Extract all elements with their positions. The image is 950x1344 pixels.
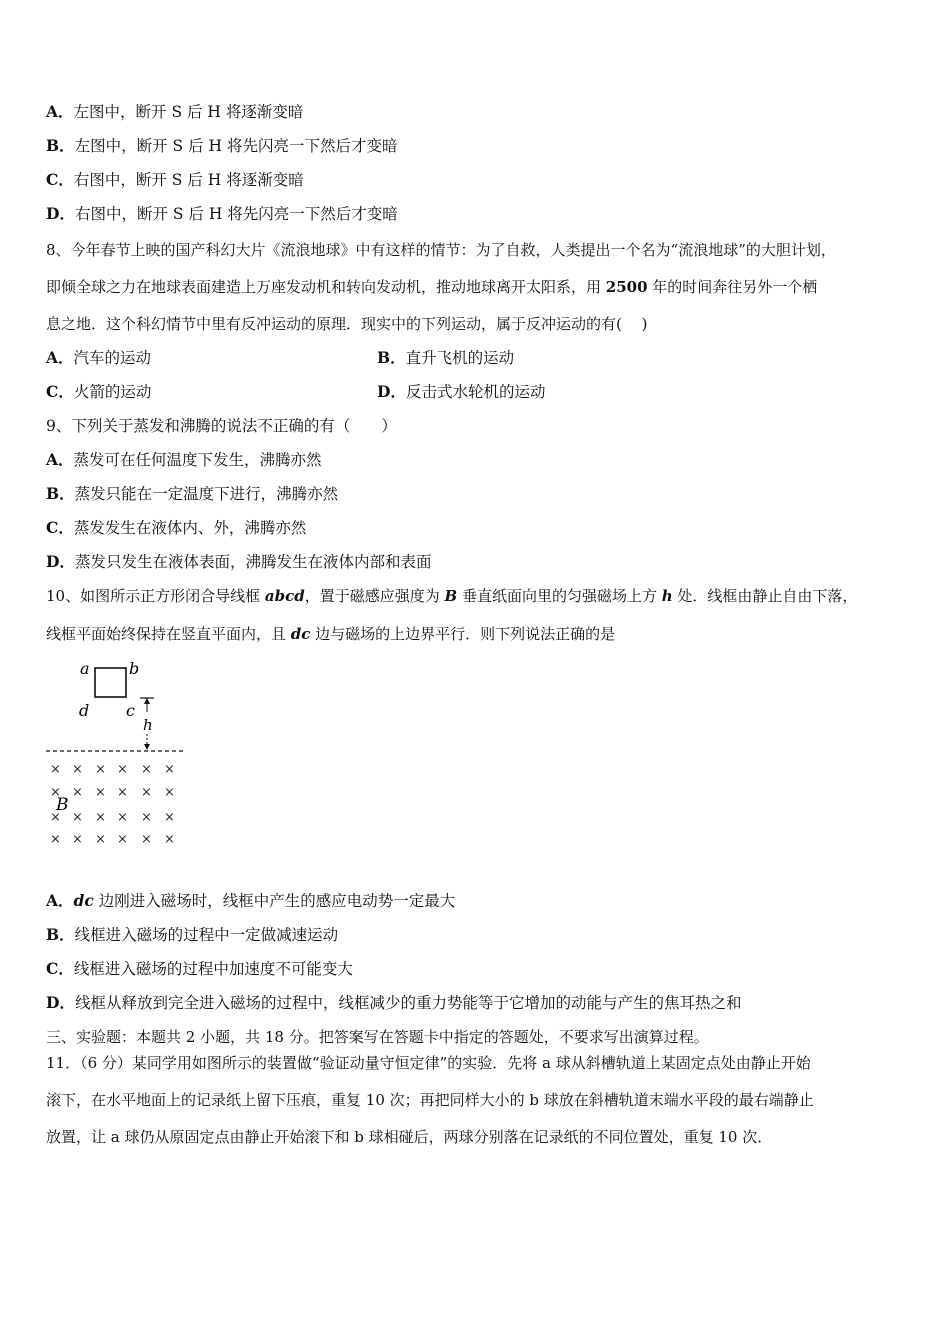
- option-label: C．: [46, 170, 74, 189]
- cross-mark: ×: [50, 810, 61, 825]
- cross-mark: ×: [72, 762, 83, 777]
- q9-option-a: [46, 450, 322, 470]
- option-text: 线框进入磁场的过程中加速度不可能变大: [73, 960, 353, 978]
- q8-option-c: [46, 382, 151, 402]
- option-label: A．: [46, 891, 74, 910]
- var-h: h: [661, 587, 673, 605]
- option-text: 反击式水轮机的运动: [405, 383, 546, 401]
- option-text: 左图中，断开 S 后 H 将先闪亮一下然后才变暗: [74, 137, 398, 155]
- option-label: A．: [46, 450, 74, 469]
- q8-option-a: [46, 348, 151, 368]
- q10-stem-line1: [46, 586, 857, 606]
- option-label: D．: [377, 382, 406, 401]
- option-text: 边刚进入磁场时，线框中产生的感应电动势一定最大: [93, 892, 456, 910]
- option-text: 直升飞机的运动: [405, 349, 515, 367]
- label-B: B: [56, 795, 69, 815]
- cross-mark: ×: [95, 785, 106, 800]
- option-label: B．: [46, 484, 75, 503]
- option-text: 蒸发只发生在液体表面，沸腾发生在液体内部和表面: [74, 553, 432, 571]
- option-text: 蒸发发生在液体内、外，沸腾亦然: [73, 519, 307, 537]
- q7-option-d: [46, 204, 398, 224]
- q10-stem-line2: [46, 624, 615, 644]
- h-arrow-up-icon: [144, 698, 150, 704]
- q8-stem-line1: 8、今年春节上映的国产科幻大片《流浪地球》中有这样的情节：为了自救，人类提出一个名为“流浪地球”的大胆计划，: [46, 241, 836, 259]
- option-text: 火箭的运动: [73, 383, 152, 401]
- text: ，置于磁感应强度为: [304, 587, 445, 605]
- option-text: 蒸发只能在一定温度下进行，沸腾亦然: [74, 485, 339, 503]
- cross-mark: ×: [141, 810, 152, 825]
- q7-option-a: [46, 102, 303, 122]
- text: 10、如图所示正方形闭合导线框: [46, 587, 265, 605]
- option-label: C．: [46, 518, 74, 537]
- cross-mark: ×: [164, 810, 175, 825]
- option-text: 蒸发可在任何温度下发生，沸腾亦然: [73, 451, 322, 469]
- q7-option-b: [46, 136, 397, 156]
- q11-line2: 滚下，在水平地面上的记录纸上留下压痕，重复 10 次；再把同样大小的 b 球放在斜槽轨道末端水平段的最右端静止: [46, 1091, 814, 1109]
- cross-mark: ×: [117, 762, 128, 777]
- option-text: 汽车的运动: [73, 349, 152, 367]
- year-number: 2500: [605, 278, 648, 296]
- var-B: B: [444, 587, 458, 605]
- cross-mark: ×: [117, 832, 128, 847]
- text: 年的时间奔往另外一个栖: [647, 278, 818, 296]
- cross-mark: ×: [117, 810, 128, 825]
- q9-stem: 9、下列关于蒸发和沸腾的说法不正确的有（ ）: [46, 417, 397, 435]
- cross-mark: ×: [141, 762, 152, 777]
- option-label: C．: [46, 959, 74, 978]
- option-label: C．: [46, 382, 74, 401]
- cross-mark: ×: [72, 810, 83, 825]
- q8-stem-line2: [46, 277, 817, 297]
- option-text: 右图中，断开 S 后 H 将先闪亮一下然后才变暗: [74, 205, 398, 223]
- option-label: D．: [46, 552, 75, 571]
- option-text: 线框进入磁场的过程中一定做减速运动: [74, 926, 339, 944]
- q8-stem-line3: 息之地．这个科幻情节中里有反冲运动的原理．现实中的下列运动，属于反冲运动的有( ): [46, 315, 648, 333]
- label-a: a: [80, 659, 90, 678]
- cross-mark: ×: [72, 785, 83, 800]
- cross-mark: ×: [95, 762, 106, 777]
- q11-line3: 放置，让 a 球仍从原固定点由静止开始滚下和 b 球相碰后，两球分别落在记录纸的不同位置处，重复 10 次．: [46, 1128, 773, 1146]
- q10-option-a: [46, 891, 455, 911]
- option-label: B．: [377, 348, 406, 367]
- cross-mark: ×: [141, 832, 152, 847]
- cross-mark: ×: [50, 785, 61, 800]
- option-label: B．: [46, 136, 75, 155]
- label-b: b: [129, 659, 140, 678]
- option-text: 线框从释放到完全进入磁场的过程中，线框减少的重力势能等于它增加的动能与产生的焦耳热之和: [74, 994, 742, 1012]
- option-label: B．: [46, 925, 75, 944]
- option-label: A．: [46, 348, 74, 367]
- option-text: 左图中，断开 S 后 H 将逐渐变暗: [73, 103, 304, 121]
- label-c: c: [126, 701, 135, 720]
- var-dc: dc: [73, 891, 94, 910]
- text: 垂直纸面向里的匀强磁场上方: [457, 587, 662, 605]
- cross-mark: ×: [50, 832, 61, 847]
- wire-frame: [95, 668, 126, 697]
- option-label: A．: [46, 102, 74, 121]
- cross-mark: ×: [72, 832, 83, 847]
- q9-option-d: [46, 552, 431, 572]
- cross-mark: ×: [164, 762, 175, 777]
- q8-option-d: [377, 382, 545, 402]
- q8-option-b: [377, 348, 514, 368]
- cross-mark: ×: [95, 832, 106, 847]
- text: 边与磁场的上边界平行．则下列说法正确的是: [310, 625, 616, 643]
- text: 处．线框由静止自由下落，: [672, 587, 858, 605]
- var-dc: dc: [290, 625, 311, 643]
- cross-mark: ×: [141, 785, 152, 800]
- q7-option-c: [46, 170, 304, 190]
- q10-option-c: [46, 959, 353, 979]
- cross-mark: ×: [164, 785, 175, 800]
- text: 线框平面始终保持在竖直平面内，且: [46, 625, 291, 643]
- section-heading: 三、实验题：本题共 2 小题，共 18 分。把答案写在答题卡中指定的答题处，不要求写出演算过程。: [46, 1028, 709, 1046]
- q10-option-d: [46, 993, 741, 1013]
- cross-mark: ×: [117, 785, 128, 800]
- label-d: d: [79, 701, 90, 720]
- option-text: 右图中，断开 S 后 H 将逐渐变暗: [73, 171, 304, 189]
- label-h: h: [143, 716, 153, 734]
- cross-mark: ×: [164, 832, 175, 847]
- q10-figure: [40, 652, 200, 852]
- var-abcd: abcd: [264, 587, 305, 605]
- q11-line1: 11．（6 分）某同学用如图所示的装置做“验证动量守恒定律”的实验．先将 a 球从斜槽轨道上某固定点处由静止开始: [46, 1054, 811, 1072]
- cross-mark: ×: [95, 810, 106, 825]
- option-label: D．: [46, 204, 75, 223]
- h-arrow-down-icon: [144, 744, 150, 750]
- q10-option-b: [46, 925, 338, 945]
- magnetic-field-crosses: [50, 762, 175, 847]
- option-label: D．: [46, 993, 75, 1012]
- text: 即倾全球之力在地球表面建造上万座发动机和转向发动机，推动地球离开太阳系，用: [46, 278, 606, 296]
- q9-option-b: [46, 484, 338, 504]
- q9-option-c: [46, 518, 306, 538]
- cross-mark: ×: [50, 762, 61, 777]
